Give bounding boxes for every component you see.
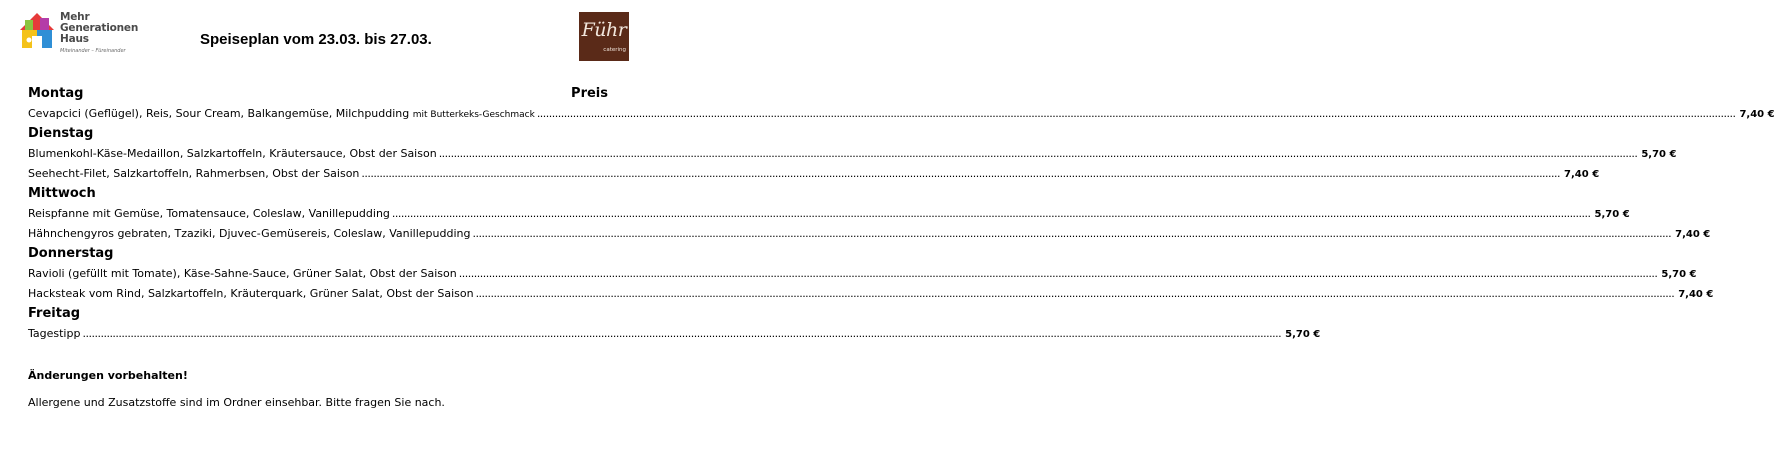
day-label: Mittwoch <box>28 186 96 201</box>
fuehr-catering-logo <box>579 12 629 61</box>
meal-row <box>28 144 1677 164</box>
meal-row <box>28 104 1775 124</box>
meal-text <box>28 284 474 304</box>
meal-text <box>28 324 80 344</box>
dot-leader: ................................................................................................................................................................................................................................................................................................................................................................................................................ <box>536 107 1736 120</box>
meal-description: Blumenkohl-Käse-Medaillon, Salzkartoffeln, Kräutersauce, Obst der Saison <box>28 147 437 160</box>
changes-notice: Änderungen vorbehalten! <box>28 369 188 382</box>
meal-text <box>28 204 390 224</box>
meal-description: Hacksteak vom Rind, Salzkartoffeln, Kräuterquark, Grüner Salat, Obst der Saison <box>28 287 474 300</box>
meal-description: Seehecht-Filet, Salzkartoffeln, Rahmerbsen, Obst der Saison <box>28 167 360 180</box>
allergens-note: Allergene und Zusatzstoffe sind im Ordner einsehbar. Bitte fragen Sie nach. <box>28 396 445 409</box>
meal-price: 5,70 € <box>1641 149 1677 160</box>
meal-price: 5,70 € <box>1285 329 1321 340</box>
meal-row <box>28 224 1711 244</box>
mehrgenerationenhaus-logo <box>16 10 166 52</box>
meal-price: 7,40 € <box>1675 229 1711 240</box>
logo-line-1: Mehr <box>60 11 90 23</box>
meal-row <box>28 264 1697 284</box>
meal-text <box>28 104 535 125</box>
day-label: Freitag <box>28 306 81 321</box>
day-label: Dienstag <box>28 126 94 141</box>
day-label: Donnerstag <box>28 246 114 261</box>
day-heading <box>28 124 608 144</box>
meal-description: Cevapcici (Geflügel), Reis, Sour Cream, Balkangemüse, Milchpudding <box>28 107 410 120</box>
meal-row <box>28 204 1630 224</box>
meal-description: Tagestipp <box>28 327 81 340</box>
page-title: Speiseplan vom 23.03. bis 27.03. <box>200 31 432 48</box>
logo-tagline: Miteinander – Füreinander <box>60 48 126 54</box>
meal-text <box>28 264 457 284</box>
meal-text <box>28 144 437 164</box>
dot-leader: ................................................................................................................................................................................................................................................................................................................................................................................................................ <box>82 327 1282 340</box>
house-icon <box>16 10 58 52</box>
dot-leader: ................................................................................................................................................................................................................................................................................................................................................................................................................ <box>458 267 1658 280</box>
meal-price: 5,70 € <box>1661 269 1697 280</box>
day-heading <box>28 184 608 204</box>
meal-row <box>28 324 1321 344</box>
meal-price: 5,70 € <box>1594 209 1630 220</box>
meal-description: Ravioli (gefüllt mit Tomate), Käse-Sahne-Sauce, Grüner Salat, Obst der Saison <box>28 267 457 280</box>
day-heading <box>28 304 608 324</box>
day-label: Montag <box>28 86 84 101</box>
meal-text <box>28 224 470 244</box>
dot-leader: ................................................................................................................................................................................................................................................................................................................................................................................................................ <box>472 227 1672 240</box>
meal-price: 7,40 € <box>1678 289 1714 300</box>
logo-line-3: Haus <box>60 33 89 45</box>
menu-list <box>28 84 1775 344</box>
meal-row <box>28 164 1600 184</box>
meal-note: mit Butterkeks-Geschmack <box>412 110 535 120</box>
logo-line-2: Generationen <box>60 22 139 34</box>
meal-description: Hähnchengyros gebraten, Tzaziki, Djuvec-Gemüsereis, Coleslaw, Vanillepudding <box>28 227 471 240</box>
price-header: Preis <box>571 86 608 101</box>
meal-text <box>28 164 359 184</box>
meal-description: Reispfanne mit Gemüse, Tomatensauce, Coleslaw, Vanillepudding <box>28 207 390 220</box>
dot-leader: ................................................................................................................................................................................................................................................................................................................................................................................................................ <box>475 287 1675 300</box>
day-heading <box>28 84 608 104</box>
logo-right-sub: catering <box>603 47 626 53</box>
meal-price: 7,40 € <box>1564 169 1600 180</box>
meal-row <box>28 284 1714 304</box>
dot-leader: ................................................................................................................................................................................................................................................................................................................................................................................................................ <box>391 207 1591 220</box>
dot-leader: ................................................................................................................................................................................................................................................................................................................................................................................................................ <box>361 167 1561 180</box>
day-heading <box>28 244 608 264</box>
meal-price: 7,40 € <box>1739 109 1775 120</box>
logo-right-word: Führ <box>581 19 627 41</box>
dot-leader: ................................................................................................................................................................................................................................................................................................................................................................................................................ <box>438 147 1638 160</box>
